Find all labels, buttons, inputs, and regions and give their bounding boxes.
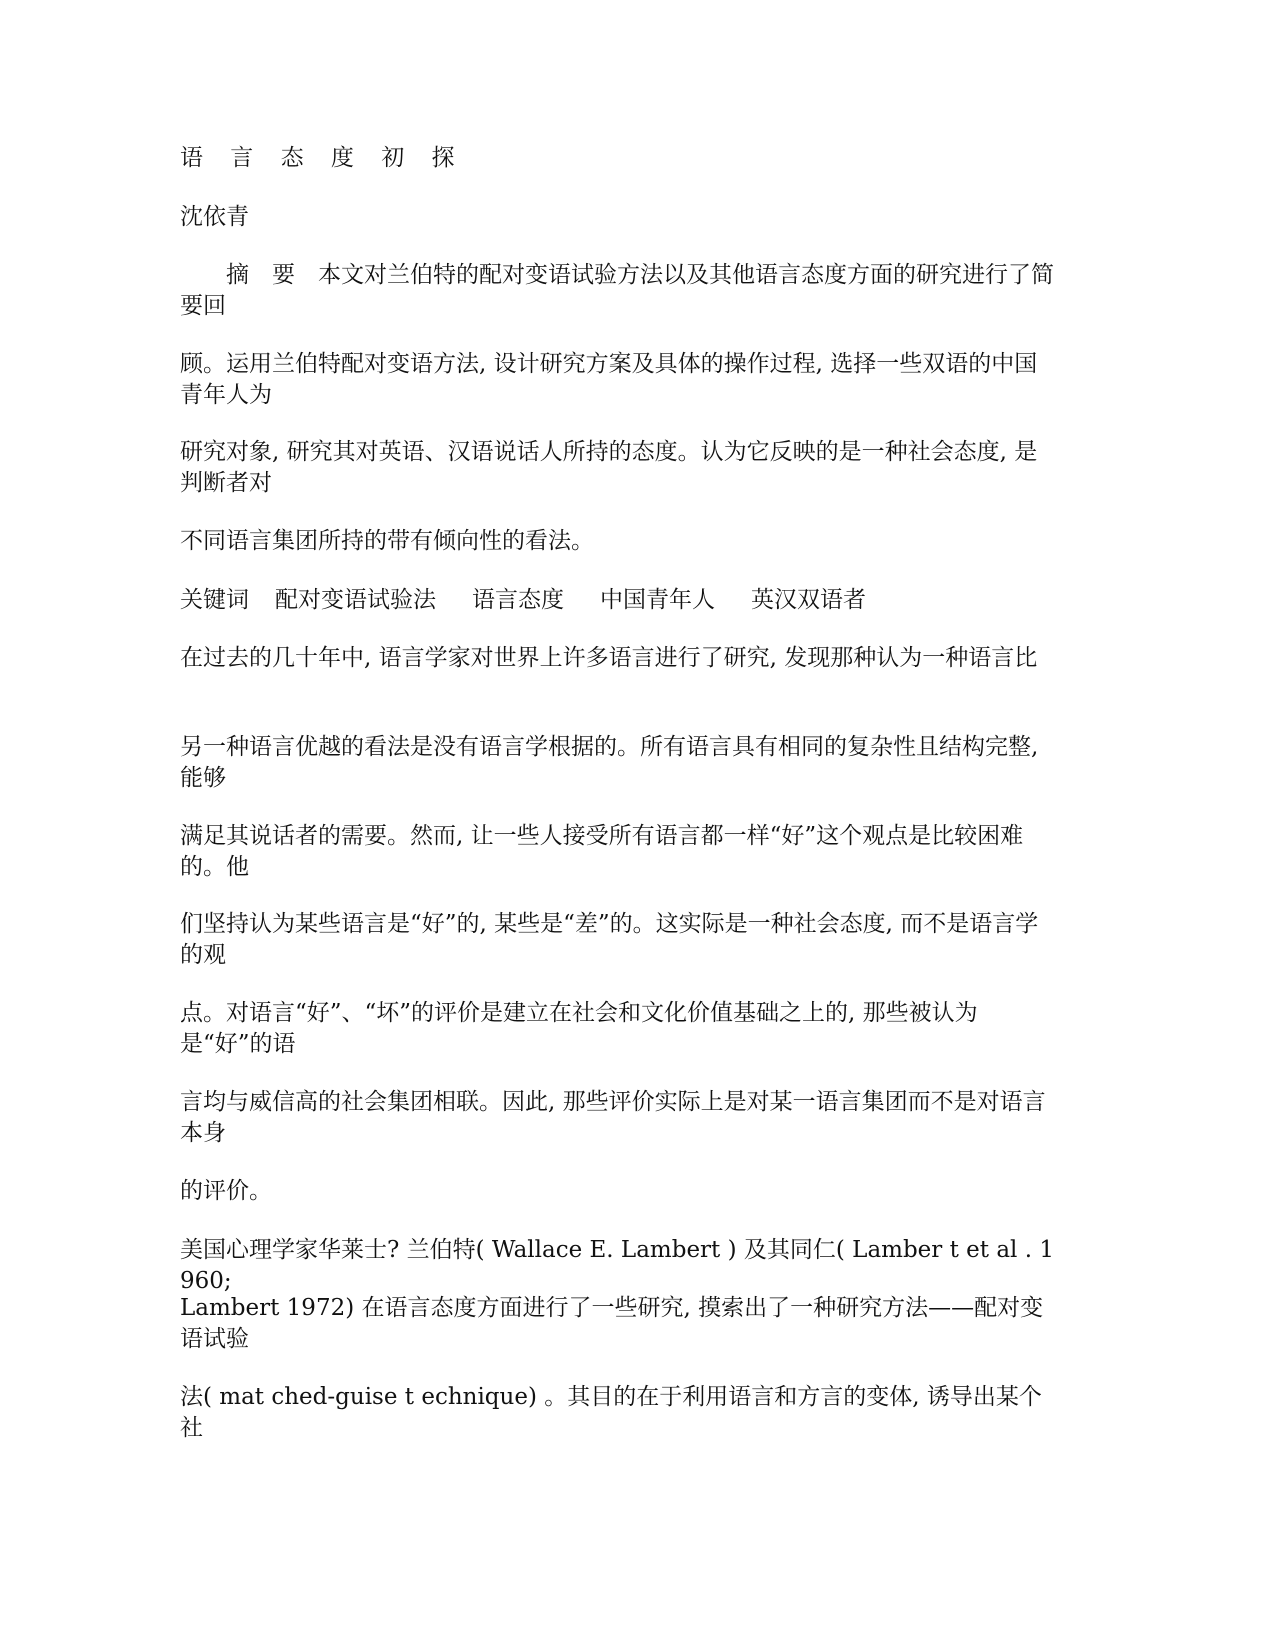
abstract-line-4: 不同语言集团所持的带有倾向性的看法。 [180, 528, 594, 554]
keyword-item: 语言态度 [472, 587, 564, 613]
body-line-10: 法( mat ched-guise t echnique) 。其目的在于利用语言和方言的变体, 诱导出某个社 [180, 1384, 1042, 1441]
body-line-3: 满足其说话者的需要。然而, 让一些人接受所有语言都一样“好”这个观点是比较困难的。他 [180, 823, 1024, 880]
body-line-2: 另一种语言优越的看法是没有语言学根据的。所有语言具有相同的复杂性且结构完整, 能够 [180, 734, 1046, 791]
body-line-4: 们坚持认为某些语言是“好”的, 某些是“差”的。这实际是一种社会态度, 而不是语言学的观 [180, 911, 1039, 968]
body-line-9: Lambert 1972) 在语言态度方面进行了一些研究, 摸索出了一种研究方法——配对变语试验 [180, 1295, 1044, 1352]
keywords-label: 关键词 [180, 587, 249, 613]
keyword-item: 英汉双语者 [751, 587, 866, 613]
keyword-item: 中国青年人 [600, 587, 715, 613]
body-line-5: 点。对语言“好”、“坏”的评价是建立在社会和文化价值基础之上的, 那些被认为是“好”的语 [180, 1000, 978, 1057]
body-line-8: 美国心理学家华莱士? 兰伯特( Wallace E. Lambert ) 及其同仁( Lamber t et al . 1960; [180, 1237, 1054, 1294]
body-line-6: 言均与威信高的社会集团相联。因此, 那些评价实际上是对某一语言集团而不是对语言本身 [180, 1089, 1046, 1146]
keyword-item: 配对变语试验法 [275, 587, 436, 613]
author-name: 沈依青 [180, 204, 249, 230]
document-title: 语 言 态 度 初 探 [180, 145, 465, 171]
abstract-line-3: 研究对象, 研究其对英语、汉语说话人所持的态度。认为它反映的是一种社会态度, 是判断者对 [180, 439, 1038, 496]
keywords-row [180, 585, 1060, 616]
body-line-1: 在过去的几十年中, 语言学家对世界上许多语言进行了研究, 发现那种认为一种语言比 [180, 645, 1038, 671]
body-line-7: 的评价。 [180, 1178, 272, 1204]
abstract-line-2: 顾。运用兰伯特配对变语方法, 设计研究方案及具体的操作过程, 选择一些双语的中国青年人为 [180, 351, 1038, 408]
abstract-line-1: 摘 要 本文对兰伯特的配对变语试验方法以及其他语言态度方面的研究进行了简要回 [180, 262, 1054, 319]
